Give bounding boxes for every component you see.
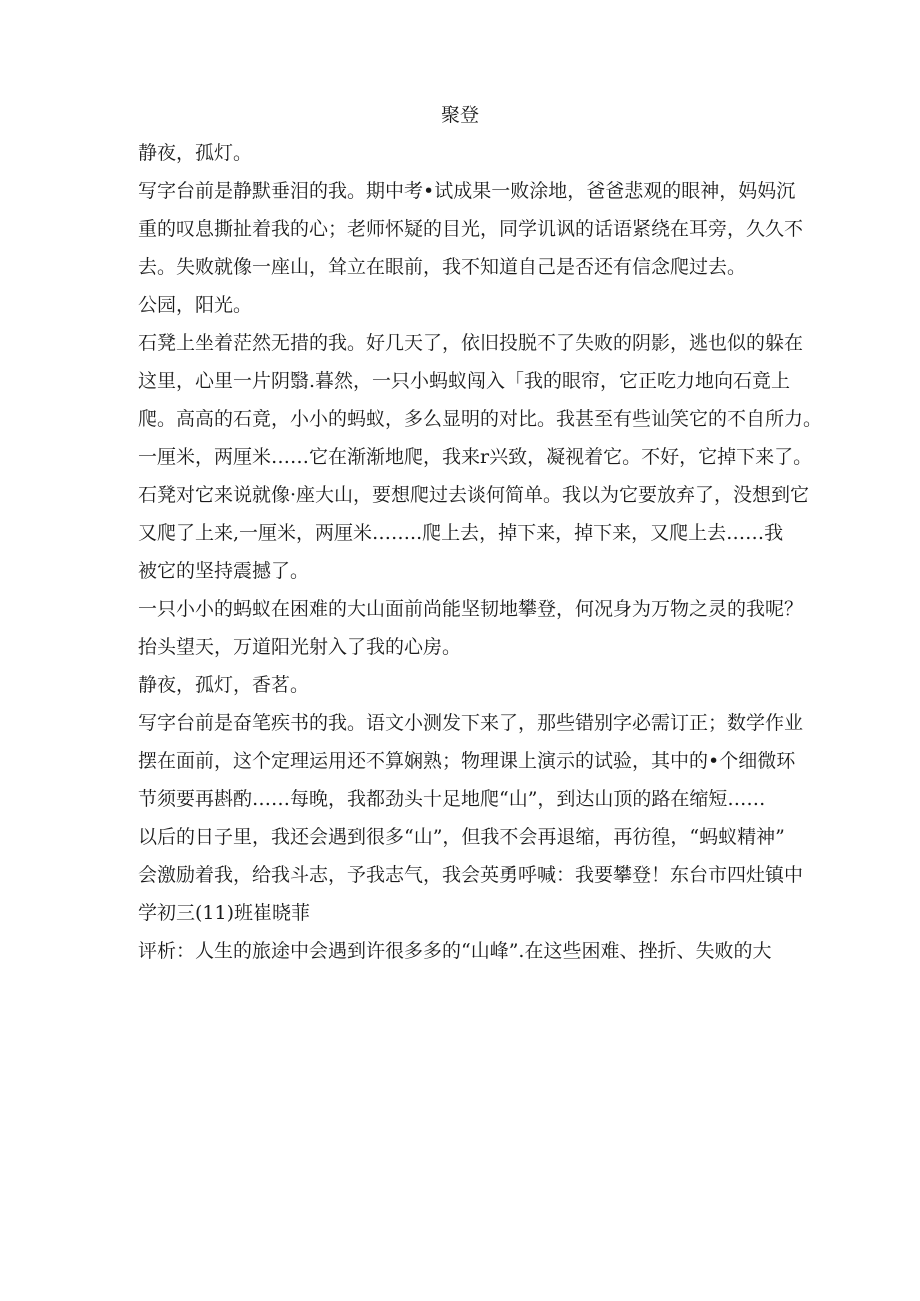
text-line: 会激励着我，给我斗志，予我志气，我会英勇呼喊：我要攀登！东台市四灶镇中 (138, 864, 804, 886)
text-line: 写字台前是奋笔疾书的我。语文小测发下来了，那些错别字必需订正；数学作业 (138, 712, 804, 734)
text-line: 石凳对它来说就像·座大山，要想爬过去谈何简单。我以为它要放弃了，没想到它 (138, 484, 810, 506)
text-line: 石凳上坐着茫然无措的我。好几天了，依旧投脱不了失败的阴影，逃也似的躲在 (138, 332, 804, 354)
text-line: 被它的坚持震撼了。 (138, 560, 310, 582)
text-line: 一只小小的蚂蚁在困难的大山面前尚能坚韧地攀登，何况身为万物之灵的我呢？ (138, 598, 804, 620)
document-body (138, 140, 823, 976)
document-title: 聚登 (440, 104, 479, 126)
text-line: 一厘米，两厘米……它在渐渐地爬，我来r兴致，凝视着它。不好，它掉下来了。 (138, 446, 813, 468)
text-line: 写字台前是静默垂泪的我。期中考•试成果一败涂地，爸爸悲观的眼神，妈妈沉 (138, 180, 796, 202)
text-line: 抬头望天，万道阳光射入了我的心房。 (138, 636, 462, 658)
text-line: 静夜，孤灯。 (138, 142, 253, 164)
text-line: 评析：人生的旅途中会遇到许很多多的“山峰”.在这些困难、挫折、失败的大 (138, 940, 772, 962)
text-line: 静夜，孤灯，香茗。 (138, 674, 310, 696)
text-line: 节须要再斟酌……每晚，我都劲头十足地爬“山”，到达山顶的路在缩短…… (138, 788, 766, 810)
text-line: 重的叹息撕扯着我的心；老师怀疑的目光，同学讥讽的话语紧绕在耳旁，久久不 (138, 218, 804, 240)
text-line: 学初三(11)班崔晓菲 (138, 902, 311, 924)
text-line: 爬。高高的石竟，小小的蚂蚁，多么显明的对比。我甚至有些讪笑它的不自所力。 (138, 408, 823, 430)
text-line: 又爬了上来,一厘米，两厘米……..爬上去，掉下来，掉下来，又爬上去……我 (138, 522, 784, 544)
text-line: 以后的日子里，我还会遇到很多“山”，但我不会再退缩，再彷徨，“蚂蚁精神” (138, 826, 785, 848)
text-line: 摆在面前，这个定理运用还不算娴熟；物理课上演示的试验，其中的•个细微环 (138, 750, 796, 772)
text-line: 这里，心里一片阴翳.暮然，一只小蚂蚁闯入「我的眼帘，它正吃力地向石竟上 (138, 370, 791, 392)
text-line: 公园，阳光。 (138, 294, 253, 316)
text-line: 去。失败就像一座山，耸立在眼前，我不知道自己是否还有信念爬过去。 (138, 256, 747, 278)
